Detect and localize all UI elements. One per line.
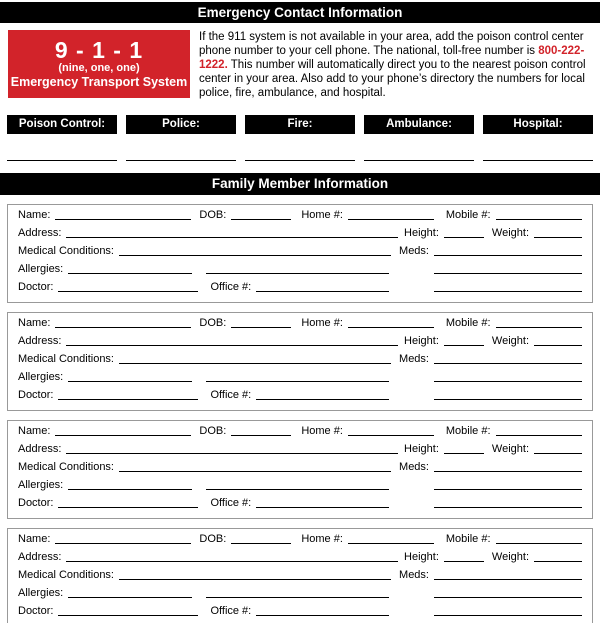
dob-label: DOB: <box>199 316 227 329</box>
member-row-medical <box>18 351 582 369</box>
mobile-phone-label: Mobile #: <box>445 208 491 221</box>
member-row-name <box>18 423 582 441</box>
family-member-list <box>0 204 600 623</box>
meds-extra-blank-line-2 <box>434 387 582 400</box>
meds-label: Meds: <box>399 460 429 473</box>
medical-conditions-blank-line <box>119 459 391 472</box>
doctor-blank-line <box>58 387 198 400</box>
family-section-title: Family Member Information <box>0 173 600 195</box>
address-blank-line <box>66 225 398 238</box>
allergies-blank-line <box>68 585 192 598</box>
office-phone-blank-line <box>256 495 389 508</box>
mobile-phone-label: Mobile #: <box>445 316 491 329</box>
meds-extra-blank-line-1 <box>434 261 582 274</box>
height-blank-line <box>444 549 484 562</box>
height-blank-line <box>444 333 484 346</box>
home-phone-blank-line <box>348 207 434 220</box>
fire-blank-line <box>245 160 355 161</box>
intro-section <box>0 30 600 101</box>
name-blank-line <box>55 315 191 328</box>
emergency-911-banner <box>8 30 190 98</box>
meds-blank-line <box>434 567 582 580</box>
home-phone-blank-line <box>348 315 434 328</box>
member-row-name <box>18 207 582 225</box>
mobile-phone-blank-line <box>496 531 582 544</box>
medical-conditions-blank-line <box>119 243 391 256</box>
contact-label-hospital: Hospital: <box>483 115 593 134</box>
dob-label: DOB: <box>199 532 227 545</box>
family-member-card <box>7 420 593 519</box>
mobile-phone-label: Mobile #: <box>445 424 491 437</box>
address-blank-line <box>66 441 398 454</box>
weight-label: Weight: <box>491 226 529 239</box>
allergies-blank-line <box>68 477 192 490</box>
home-phone-label: Home #: <box>301 532 343 545</box>
meds-extra-blank-line-1 <box>434 585 582 598</box>
member-row-doctor <box>18 603 582 621</box>
member-row-medical <box>18 567 582 585</box>
name-label: Name: <box>18 424 51 437</box>
home-phone-label: Home #: <box>301 208 343 221</box>
height-label: Height: <box>404 226 439 239</box>
address-label: Address: <box>18 334 62 347</box>
member-row-allergies <box>18 477 582 495</box>
height-label: Height: <box>404 442 439 455</box>
weight-label: Weight: <box>491 334 529 347</box>
dob-label: DOB: <box>199 208 227 221</box>
member-row-address <box>18 549 582 567</box>
instructions-text-after: This number will automatically direct you to the nearest poison control center in your area. Also add to your phone’s directory the numbers for local police, fire, ambulance, and hospital. <box>199 58 586 99</box>
name-blank-line <box>55 423 191 436</box>
meds-label: Meds: <box>399 244 429 257</box>
medical-conditions-label: Medical Conditions: <box>18 352 114 365</box>
office-phone-label: Office #: <box>210 604 252 617</box>
emergency-number-pronunciation: (nine, one, one) <box>58 62 140 74</box>
contact-label-ambulance: Ambulance: <box>364 115 474 134</box>
member-row-doctor <box>18 279 582 297</box>
allergies-extra-blank-line <box>206 585 389 598</box>
mobile-phone-blank-line <box>496 207 582 220</box>
doctor-label: Doctor: <box>18 496 54 509</box>
emergency-system-label: Emergency Transport System <box>10 75 188 89</box>
member-row-allergies <box>18 369 582 387</box>
weight-blank-line <box>534 225 582 238</box>
medical-conditions-label: Medical Conditions: <box>18 568 114 581</box>
meds-label: Meds: <box>399 568 429 581</box>
meds-blank-line <box>434 459 582 472</box>
poison-control-phone-number: 800-222-1222. <box>199 44 585 71</box>
ambulance-blank-line <box>364 160 474 161</box>
name-label: Name: <box>18 316 51 329</box>
name-blank-line <box>55 207 191 220</box>
member-row-address <box>18 333 582 351</box>
allergies-blank-line <box>68 369 192 382</box>
meds-extra-blank-line-1 <box>434 369 582 382</box>
dob-blank-line <box>231 315 291 328</box>
page-title: Emergency Contact Information <box>0 2 600 23</box>
family-member-card <box>7 312 593 411</box>
mobile-phone-blank-line <box>496 315 582 328</box>
medical-conditions-blank-line <box>119 351 391 364</box>
weight-blank-line <box>534 441 582 454</box>
doctor-label: Doctor: <box>18 280 54 293</box>
member-row-allergies <box>18 585 582 603</box>
police-blank-line <box>126 160 236 161</box>
medical-conditions-blank-line <box>119 567 391 580</box>
allergies-blank-line <box>68 261 192 274</box>
address-label: Address: <box>18 226 62 239</box>
doctor-blank-line <box>58 279 198 292</box>
home-phone-label: Home #: <box>301 424 343 437</box>
member-row-doctor <box>18 495 582 513</box>
doctor-label: Doctor: <box>18 604 54 617</box>
doctor-label: Doctor: <box>18 388 54 401</box>
member-row-address <box>18 225 582 243</box>
height-label: Height: <box>404 550 439 563</box>
height-blank-line <box>444 225 484 238</box>
dob-blank-line <box>231 207 291 220</box>
weight-label: Weight: <box>491 550 529 563</box>
name-label: Name: <box>18 532 51 545</box>
medical-conditions-label: Medical Conditions: <box>18 460 114 473</box>
height-label: Height: <box>404 334 439 347</box>
meds-extra-blank-line-2 <box>434 495 582 508</box>
address-blank-line <box>66 333 398 346</box>
allergies-label: Allergies: <box>18 478 64 491</box>
meds-extra-blank-line-2 <box>434 603 582 616</box>
dob-blank-line <box>231 531 291 544</box>
medical-conditions-label: Medical Conditions: <box>18 244 114 257</box>
allergies-label: Allergies: <box>18 370 64 383</box>
office-phone-label: Office #: <box>210 496 252 509</box>
home-phone-blank-line <box>348 531 434 544</box>
dob-label: DOB: <box>199 424 227 437</box>
office-phone-blank-line <box>256 603 389 616</box>
address-label: Address: <box>18 442 62 455</box>
home-phone-label: Home #: <box>301 316 343 329</box>
member-row-allergies <box>18 261 582 279</box>
office-phone-blank-line <box>256 279 389 292</box>
name-label: Name: <box>18 208 51 221</box>
office-phone-blank-line <box>256 387 389 400</box>
poison-control-blank-line <box>7 160 117 161</box>
emergency-number: 9 - 1 - 1 <box>54 37 144 63</box>
home-phone-blank-line <box>348 423 434 436</box>
mobile-phone-blank-line <box>496 423 582 436</box>
height-blank-line <box>444 441 484 454</box>
member-row-address <box>18 441 582 459</box>
weight-blank-line <box>534 333 582 346</box>
office-phone-label: Office #: <box>210 280 252 293</box>
allergies-extra-blank-line <box>206 369 389 382</box>
meds-extra-blank-line-1 <box>434 477 582 490</box>
dob-blank-line <box>231 423 291 436</box>
emergency-contacts-header-row <box>0 115 600 134</box>
address-label: Address: <box>18 550 62 563</box>
mobile-phone-label: Mobile #: <box>445 532 491 545</box>
meds-blank-line <box>434 243 582 256</box>
name-blank-line <box>55 531 191 544</box>
family-member-card <box>7 528 593 623</box>
contact-label-police: Police: <box>126 115 236 134</box>
hospital-blank-line <box>483 160 593 161</box>
meds-blank-line <box>434 351 582 364</box>
family-member-card <box>7 204 593 303</box>
member-row-medical <box>18 243 582 261</box>
member-row-name <box>18 315 582 333</box>
weight-label: Weight: <box>491 442 529 455</box>
doctor-blank-line <box>58 603 198 616</box>
member-row-medical <box>18 459 582 477</box>
doctor-blank-line <box>58 495 198 508</box>
contact-label-fire: Fire: <box>245 115 355 134</box>
contact-label-poison-control: Poison Control: <box>7 115 117 134</box>
instructions-text-before: If the 911 system is not available in your area, add the poison control center phone number to your cell phone. The national, toll-free number is <box>199 31 584 57</box>
weight-blank-line <box>534 549 582 562</box>
instructions-paragraph <box>199 30 592 101</box>
allergies-label: Allergies: <box>18 262 64 275</box>
allergies-extra-blank-line <box>206 261 389 274</box>
member-row-name <box>18 531 582 549</box>
emergency-contacts-blank-row <box>0 160 600 161</box>
office-phone-label: Office #: <box>210 388 252 401</box>
member-row-doctor <box>18 387 582 405</box>
meds-label: Meds: <box>399 352 429 365</box>
allergies-label: Allergies: <box>18 586 64 599</box>
address-blank-line <box>66 549 398 562</box>
meds-extra-blank-line-2 <box>434 279 582 292</box>
allergies-extra-blank-line <box>206 477 389 490</box>
